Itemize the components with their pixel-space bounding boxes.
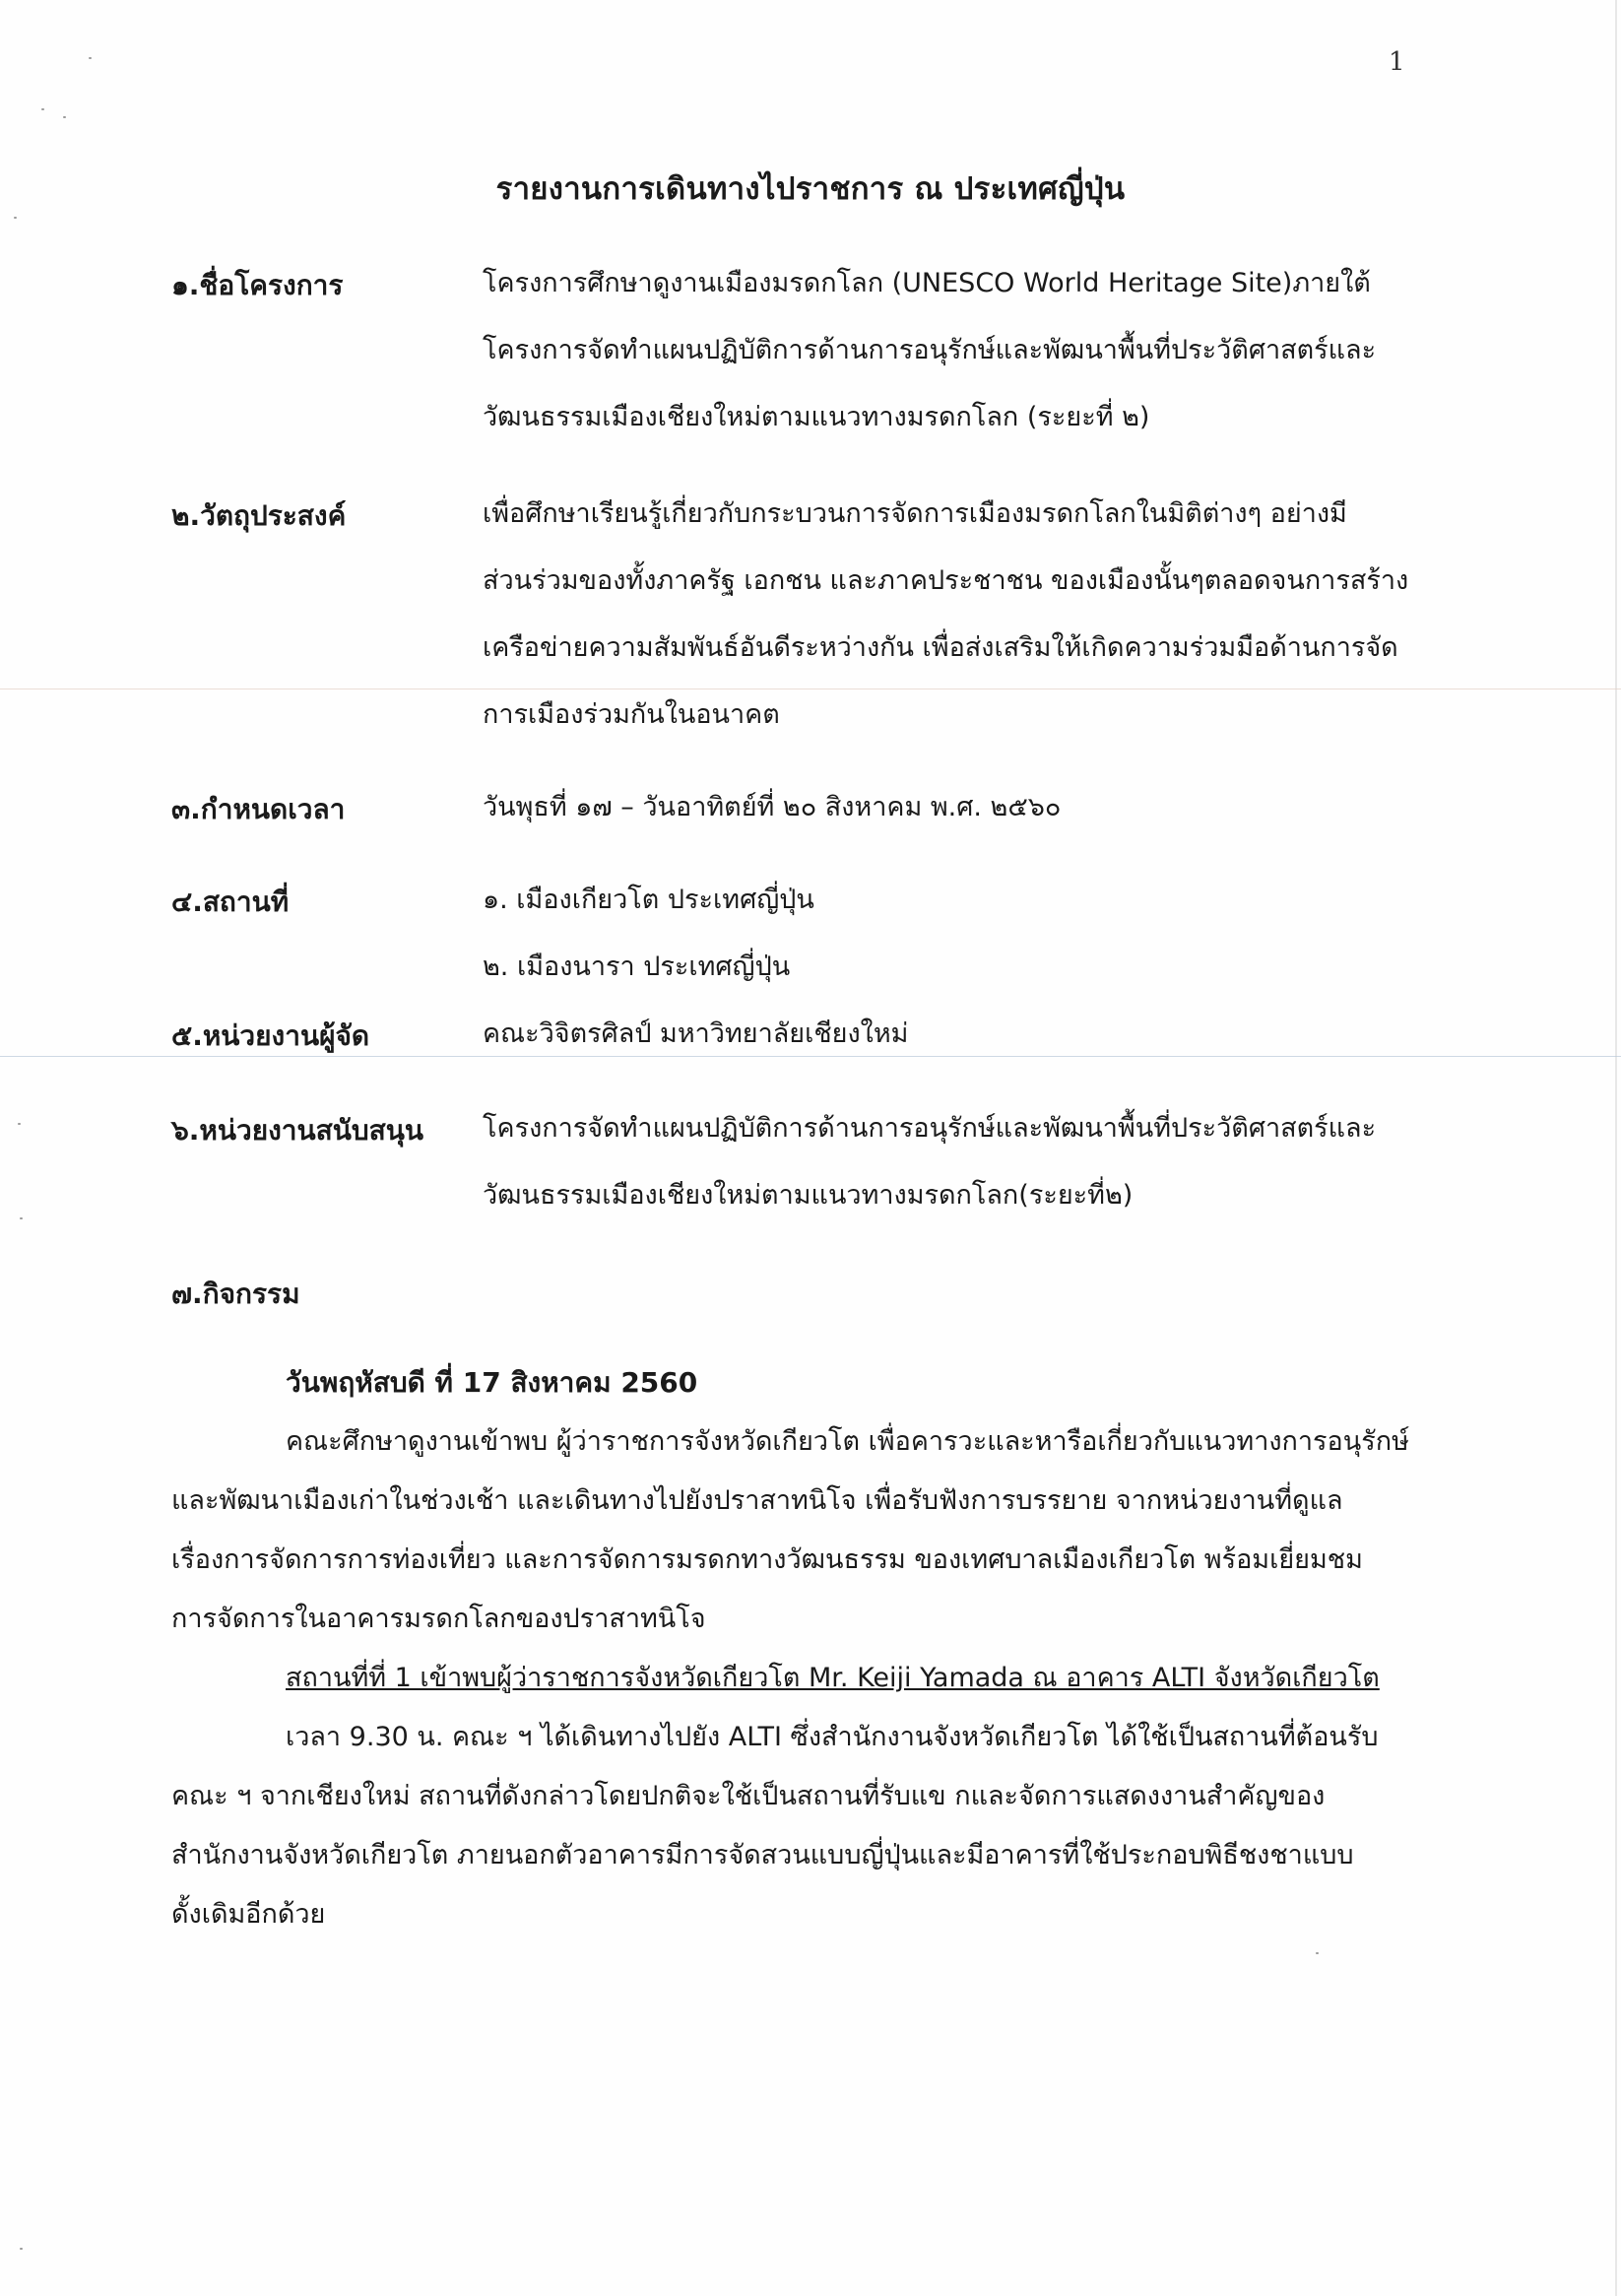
scan-speck	[89, 57, 92, 59]
paragraph-line: คณะศึกษาดูงานเข้าพบ ผู้ว่าราชการจังหวัดเกียวโต เพื่อคารวะและหารือเกี่ยวกับแนวทางการอนุรักษ์	[286, 1426, 1409, 1457]
paragraph-line: สำนักงานจังหวัดเกียวโต ภายนอกตัวอาคารมีการจัดสวนแบบญี่ปุ่นและมีอาคารที่ใช้ประกอบพิธีชงชาแบบ	[171, 1840, 1354, 1870]
section-line: วัฒนธรรมเมืองเชียงใหม่ตามแนวทางมรดกโลก (ระยะที่ ๒)	[483, 402, 1150, 432]
scan-speck	[20, 1217, 23, 1219]
scan-speck	[41, 108, 44, 110]
section-body	[483, 788, 1428, 855]
section-line: โครงการจัดทำแผนปฏิบัติการด้านการอนุรักษ์และพัฒนาพื้นที่ประวัติศาสตร์และ	[483, 1113, 1377, 1144]
scan-speck	[20, 2248, 23, 2250]
section-body	[483, 1015, 1428, 1082]
section-body	[483, 881, 1428, 1015]
scan-speck	[63, 116, 66, 118]
paragraph-line: และพัฒนาเมืองเก่าในช่วงเช้า และเดินทางไปยังปราสาทนิโจ เพื่อรับฟังการบรรยาย จากหน่วยงานที่ดูแล	[171, 1485, 1343, 1516]
section-label: ๗.กิจกรรม	[171, 1278, 300, 1310]
section-line: ๒. เมืองนารา ประเทศญี่ปุ่น	[483, 951, 791, 982]
section-line: คณะวิจิตรศิลป์ มหาวิทยาลัยเชียงใหม่	[483, 1018, 909, 1049]
section-line: วัฒนธรรมเมืองเชียงใหม่ตามแนวทางมรดกโลก(ระยะที่๒)	[483, 1180, 1134, 1211]
paragraph-line: คณะ ฯ จากเชียงใหม่ สถานที่ดังกล่าวโดยปกติจะใช้เป็นสถานที่รับแข กและจัดการแสดงงานสำคัญของ	[171, 1781, 1326, 1811]
section-label: ๒.วัตถุประสงค์	[171, 499, 347, 532]
paragraph-line: เวลา 9.30 น. คณะ ฯ ได้เดินทางไปยัง ALTI ซึ่งสำนักงานจังหวัดเกียวโต ได้ใช้เป็นสถานที่ต้อนรับ	[286, 1722, 1379, 1752]
section-label: ๕.หน่วยงานผู้จัด	[171, 1019, 370, 1052]
scan-speck	[14, 217, 17, 219]
location-subheading: สถานที่ที่ 1 เข้าพบผู้ว่าราชการจังหวัดเกียวโต Mr. Keiji Yamada ณ อาคาร ALTI จังหวัดเกียวโต	[286, 1663, 1380, 1693]
section-label: ๔.สถานที่	[171, 886, 290, 918]
paragraph-line: เรื่องการจัดการการท่องเที่ยว และการจัดการมรดกทางวัฒนธรรม ของเทศบาลเมืองเกียวโต พร้อมเยี่ยมชม	[171, 1544, 1363, 1575]
section-line: ๑. เมืองเกียวโต ประเทศญี่ปุ่น	[483, 885, 814, 915]
paragraph-line: ดั้งเดิมอีกด้วย	[171, 1899, 326, 1930]
section-line: โครงการศึกษาดูงานเมืองมรดกโลก (UNESCO World Heritage Site)ภายใต้	[483, 268, 1371, 298]
section-line: โครงการจัดทำแผนปฏิบัติการด้านการอนุรักษ์และพัฒนาพื้นที่ประวัติศาสตร์และ	[483, 335, 1377, 365]
section-body	[483, 494, 1428, 762]
section-line: ส่วนร่วมของทั้งภาครัฐ เอกชน และภาคประชาชน ของเมืองนั้นๆตลอดจนการสร้าง	[483, 565, 1409, 596]
section-body	[483, 1109, 1428, 1243]
document-title: รายงานการเดินทางไปราชการ ณ ประเทศญี่ปุ่น	[495, 171, 1126, 207]
scan-edge	[1615, 0, 1617, 2296]
activities-body	[171, 1363, 1412, 1954]
day-heading: วันพฤหัสบดี ที่ 17 สิงหาคม 2560	[286, 1366, 698, 1399]
section-body	[483, 264, 1428, 465]
section-label: ๓.กำหนดเวลา	[171, 793, 346, 825]
section-line: เครือข่ายความสัมพันธ์อันดีระหว่างกัน เพื่อส่งเสริมให้เกิดความร่วมมือด้านการจัด	[483, 632, 1398, 663]
paragraph-line: การจัดการในอาคารมรดกโลกของปราสาทนิโจ	[171, 1604, 706, 1634]
scan-speck	[18, 1123, 21, 1125]
section-line: วันพุธที่ ๑๗ – วันอาทิตย์ที่ ๒๐ สิงหาคม พ.ศ. ๒๕๖๐	[483, 792, 1062, 822]
section-label: ๖.หน่วยงานสนับสนุน	[171, 1114, 424, 1147]
section-line: การเมืองร่วมกันในอนาคต	[483, 699, 780, 730]
page-number: 1	[1389, 47, 1405, 77]
section-line: เพื่อศึกษาเรียนรู้เกี่ยวกับกระบวนการจัดการเมืองมรดกโลกในมิติต่างๆ อย่างมี	[483, 498, 1347, 529]
section-label: ๑.ชื่อโครงการ	[171, 269, 344, 301]
